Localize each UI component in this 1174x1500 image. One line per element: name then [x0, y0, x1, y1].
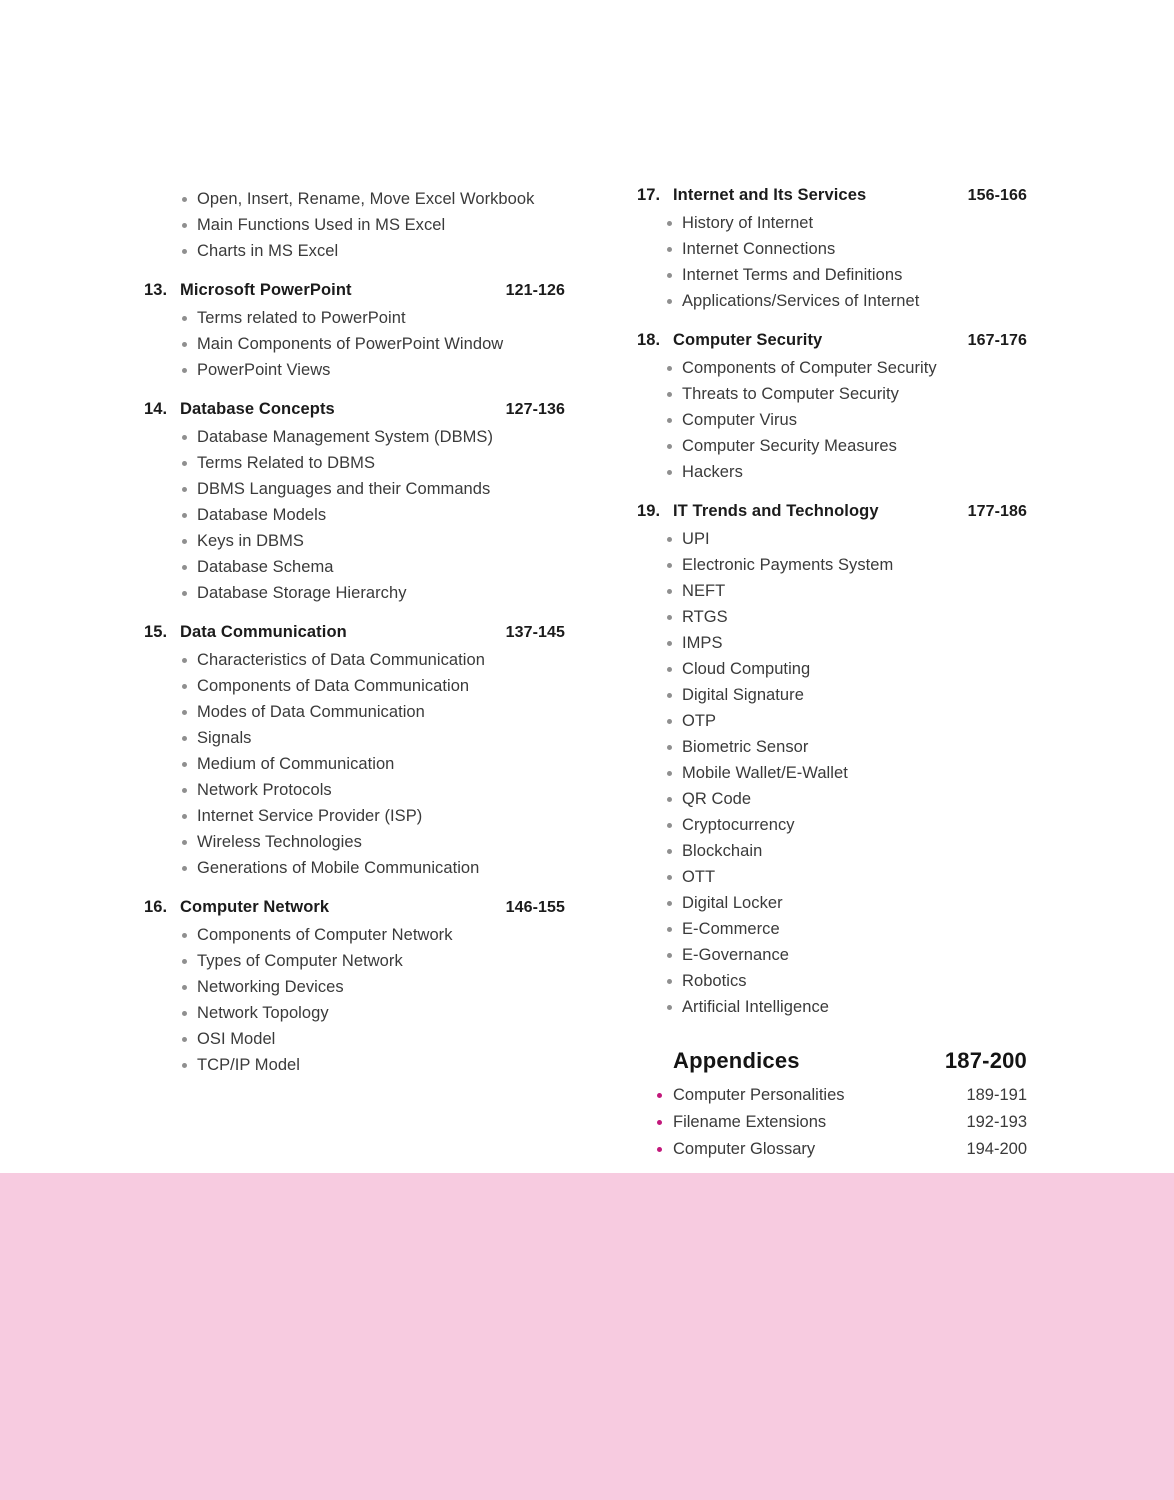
appendix-item[interactable]: [637, 1082, 1027, 1109]
toc-subitem[interactable]: Signals: [144, 725, 565, 751]
chapter-subitem-list: [144, 922, 565, 1078]
chapter-page-range: 146-155: [505, 899, 565, 916]
chapter-heading[interactable]: [144, 281, 565, 300]
chapter-heading[interactable]: [637, 186, 1027, 205]
chapter-heading[interactable]: [144, 400, 565, 419]
toc-subitem[interactable]: History of Internet: [637, 210, 1027, 236]
toc-subitem[interactable]: Generations of Mobile Communication: [144, 855, 565, 881]
chapter-number: 18.: [637, 331, 661, 349]
toc-subitem[interactable]: E-Governance: [637, 942, 1027, 968]
chapter-title: Microsoft PowerPoint: [180, 281, 352, 299]
toc-subitem[interactable]: Internet Terms and Definitions: [637, 262, 1027, 288]
toc-subitem[interactable]: Computer Security Measures: [637, 433, 1027, 459]
toc-subitem[interactable]: Components of Data Communication: [144, 673, 565, 699]
toc-subitem[interactable]: Robotics: [637, 968, 1027, 994]
chapter-heading[interactable]: [637, 331, 1027, 350]
chapter-title: Data Communication: [180, 623, 347, 641]
toc-right-column: [580, 186, 1174, 1163]
toc-subitem[interactable]: Main Functions Used in MS Excel: [144, 212, 565, 238]
toc-chapter: [637, 331, 1027, 485]
toc-subitem[interactable]: UPI: [637, 526, 1027, 552]
toc-subitem[interactable]: Types of Computer Network: [144, 948, 565, 974]
chapter-number: 13.: [144, 281, 168, 299]
chapter-subitem-list: [637, 210, 1027, 314]
chapter-number: 15.: [144, 623, 168, 641]
appendices-list: [637, 1082, 1027, 1163]
appendix-item-page-range: 192-193: [966, 1113, 1027, 1131]
toc-subitem[interactable]: Artificial Intelligence: [637, 994, 1027, 1020]
toc-subitem[interactable]: Digital Locker: [637, 890, 1027, 916]
chapter-title: Computer Security: [673, 331, 823, 349]
toc-subitem[interactable]: E-Commerce: [637, 916, 1027, 942]
toc-chapter: [637, 502, 1027, 1020]
bottom-pink-band: [0, 1173, 1174, 1500]
toc-subitem[interactable]: Charts in MS Excel: [144, 238, 565, 264]
toc-subitem[interactable]: Database Management System (DBMS): [144, 424, 565, 450]
appendix-item[interactable]: [637, 1136, 1027, 1163]
chapter-subitem-list: [144, 305, 565, 383]
toc-subitem[interactable]: Computer Virus: [637, 407, 1027, 433]
appendices-section: [637, 1048, 1027, 1163]
appendix-item-label: Filename Extensions: [673, 1113, 827, 1131]
toc-chapter: [144, 281, 565, 383]
toc-subitem[interactable]: Open, Insert, Rename, Move Excel Workbook: [144, 186, 565, 212]
continued-subitem-list: [144, 186, 565, 264]
toc-subitem[interactable]: OSI Model: [144, 1026, 565, 1052]
chapter-heading[interactable]: [144, 623, 565, 642]
chapter-number: 14.: [144, 400, 168, 418]
chapter-subitem-list: [144, 647, 565, 881]
chapter-page-range: 121-126: [505, 282, 565, 299]
left-chapter-list: [144, 281, 565, 1078]
toc-subitem[interactable]: Blockchain: [637, 838, 1027, 864]
toc-left-column: [0, 186, 580, 1078]
chapter-number: 17.: [637, 186, 661, 204]
chapter-title: Computer Network: [180, 898, 330, 916]
toc-subitem[interactable]: Cryptocurrency: [637, 812, 1027, 838]
chapter-heading[interactable]: [144, 898, 565, 917]
toc-subitem[interactable]: Terms Related to DBMS: [144, 450, 565, 476]
toc-subitem[interactable]: OTP: [637, 708, 1027, 734]
table-of-contents: [0, 186, 1174, 1163]
chapter-title: IT Trends and Technology: [673, 502, 879, 520]
continued-items-group: [144, 186, 565, 264]
toc-subitem[interactable]: Database Models: [144, 502, 565, 528]
toc-subitem[interactable]: Wireless Technologies: [144, 829, 565, 855]
appendix-item-page-range: 189-191: [966, 1086, 1027, 1104]
toc-subitem[interactable]: QR Code: [637, 786, 1027, 812]
appendix-item[interactable]: [637, 1109, 1027, 1136]
chapter-page-range: 127-136: [505, 401, 565, 418]
toc-subitem[interactable]: RTGS: [637, 604, 1027, 630]
toc-subitem[interactable]: DBMS Languages and their Commands: [144, 476, 565, 502]
chapter-heading[interactable]: [637, 502, 1027, 521]
toc-subitem[interactable]: Mobile Wallet/E-Wallet: [637, 760, 1027, 786]
toc-subitem[interactable]: Components of Computer Security: [637, 355, 1027, 381]
appendix-item-label: Computer Glossary: [673, 1140, 816, 1158]
toc-subitem[interactable]: Terms related to PowerPoint: [144, 305, 565, 331]
toc-subitem[interactable]: Networking Devices: [144, 974, 565, 1000]
right-chapter-list: [637, 186, 1027, 1020]
appendix-item-page-range: 194-200: [966, 1140, 1027, 1158]
toc-subitem[interactable]: Database Schema: [144, 554, 565, 580]
toc-subitem[interactable]: Keys in DBMS: [144, 528, 565, 554]
toc-subitem[interactable]: Digital Signature: [637, 682, 1027, 708]
chapter-page-range: 167-176: [967, 332, 1027, 349]
toc-subitem[interactable]: Applications/Services of Internet: [637, 288, 1027, 314]
toc-subitem[interactable]: NEFT: [637, 578, 1027, 604]
toc-subitem[interactable]: PowerPoint Views: [144, 357, 565, 383]
toc-subitem[interactable]: Cloud Computing: [637, 656, 1027, 682]
chapter-subitem-list: [637, 355, 1027, 485]
toc-chapter: [637, 186, 1027, 314]
toc-subitem[interactable]: Hackers: [637, 459, 1027, 485]
toc-chapter: [144, 898, 565, 1078]
chapter-page-range: 156-166: [967, 187, 1027, 204]
toc-subitem[interactable]: TCP/IP Model: [144, 1052, 565, 1078]
toc-subitem[interactable]: Main Components of PowerPoint Window: [144, 331, 565, 357]
toc-subitem[interactable]: OTT: [637, 864, 1027, 890]
chapter-number: 19.: [637, 502, 661, 520]
appendices-title: Appendices: [673, 1048, 800, 1073]
chapter-number: 16.: [144, 898, 168, 916]
chapter-subitem-list: [637, 526, 1027, 1020]
chapter-subitem-list: [144, 424, 565, 606]
chapter-title: Database Concepts: [180, 400, 335, 418]
toc-subitem[interactable]: Database Storage Hierarchy: [144, 580, 565, 606]
chapter-page-range: 137-145: [505, 624, 565, 641]
toc-subitem[interactable]: IMPS: [637, 630, 1027, 656]
toc-subitem[interactable]: Biometric Sensor: [637, 734, 1027, 760]
toc-subitem[interactable]: Components of Computer Network: [144, 922, 565, 948]
appendices-heading: [637, 1048, 1027, 1074]
toc-subitem[interactable]: Network Protocols: [144, 777, 565, 803]
toc-subitem[interactable]: Internet Connections: [637, 236, 1027, 262]
chapter-title: Internet and Its Services: [673, 186, 867, 204]
toc-chapter: [144, 623, 565, 881]
toc-subitem[interactable]: Electronic Payments System: [637, 552, 1027, 578]
toc-subitem[interactable]: Medium of Communication: [144, 751, 565, 777]
toc-subitem[interactable]: Characteristics of Data Communication: [144, 647, 565, 673]
chapter-page-range: 177-186: [967, 503, 1027, 520]
appendix-item-label: Computer Personalities: [673, 1086, 845, 1104]
toc-subitem[interactable]: Internet Service Provider (ISP): [144, 803, 565, 829]
toc-subitem[interactable]: Network Topology: [144, 1000, 565, 1026]
toc-chapter: [144, 400, 565, 606]
toc-subitem[interactable]: Threats to Computer Security: [637, 381, 1027, 407]
appendices-page-range: 187-200: [944, 1048, 1027, 1073]
toc-subitem[interactable]: Modes of Data Communication: [144, 699, 565, 725]
